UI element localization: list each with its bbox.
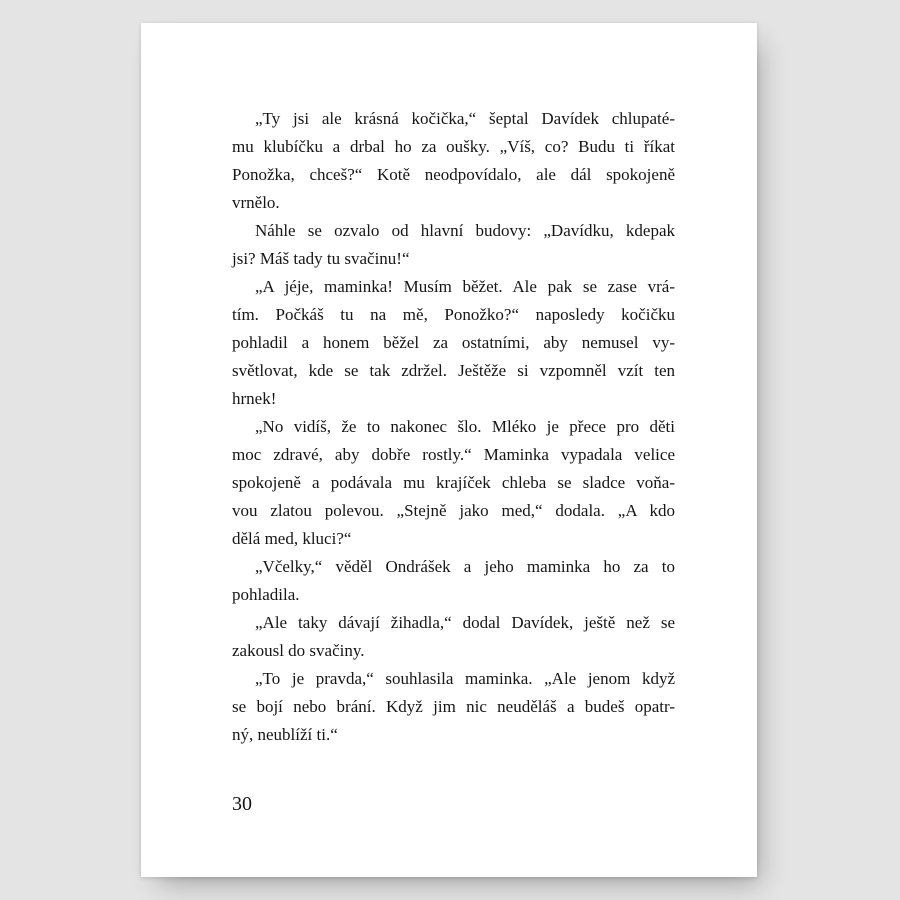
- text-line: se bojí nebo brání. Když jim nic neuděláš a budeš opatr-: [232, 697, 675, 716]
- page-number: 30: [232, 793, 252, 815]
- text-line: „No vidíš, že to nakonec šlo. Mléko je přece pro děti: [255, 417, 675, 436]
- body-text: [232, 105, 675, 749]
- text-line: jsi? Máš tady tu svačinu!“: [232, 249, 410, 268]
- text-line: světlovat, kde se tak zdržel. Ještěže si vzpomněl vzít ten: [232, 361, 675, 380]
- text-line: vrnělo.: [232, 193, 280, 212]
- text-line: „To je pravda,“ souhlasila maminka. „Ale jenom když: [255, 669, 675, 688]
- text-line: „Ale taky dávají žihadla,“ dodal Davídek, ještě než se: [255, 613, 675, 632]
- text-line: ný, neublíží ti.“: [232, 725, 338, 744]
- text-line: dělá med, kluci?“: [232, 529, 352, 548]
- book-page: [141, 23, 757, 877]
- text-line: mu klubíčku a drbal ho za oušky. „Víš, co? Budu ti říkat: [232, 137, 675, 156]
- text-line: Ponožka, chceš?“ Kotě neodpovídalo, ale dál spokojeně: [232, 165, 675, 184]
- text-line: moc zdravé, aby dobře rostly.“ Maminka vypadala velice: [232, 445, 675, 464]
- text-line: vou zlatou polevou. „Stejně jako med,“ dodala. „A kdo: [232, 501, 675, 520]
- text-line: spokojeně a podávala mu krajíček chleba se sladce voňa-: [232, 473, 675, 492]
- text-line: pohladil a honem běžel za ostatními, aby nemusel vy-: [232, 333, 675, 352]
- text-line: pohladila.: [232, 585, 300, 604]
- text-line: „Ty jsi ale krásná kočička,“ šeptal Davídek chlupaté-: [255, 109, 675, 128]
- text-line: tím. Počkáš tu na mě, Ponožko?“ naposledy kočičku: [232, 305, 675, 324]
- text-line: zakousl do svačiny.: [232, 641, 365, 660]
- text-line: hrnek!: [232, 389, 277, 408]
- text-line: Náhle se ozvalo od hlavní budovy: „Davídku, kdepak: [255, 221, 675, 240]
- text-line: „A jéje, maminka! Musím běžet. Ale pak se zase vrá-: [255, 277, 675, 296]
- text-line: „Včelky,“ věděl Ondrášek a jeho maminka ho za to: [255, 557, 675, 576]
